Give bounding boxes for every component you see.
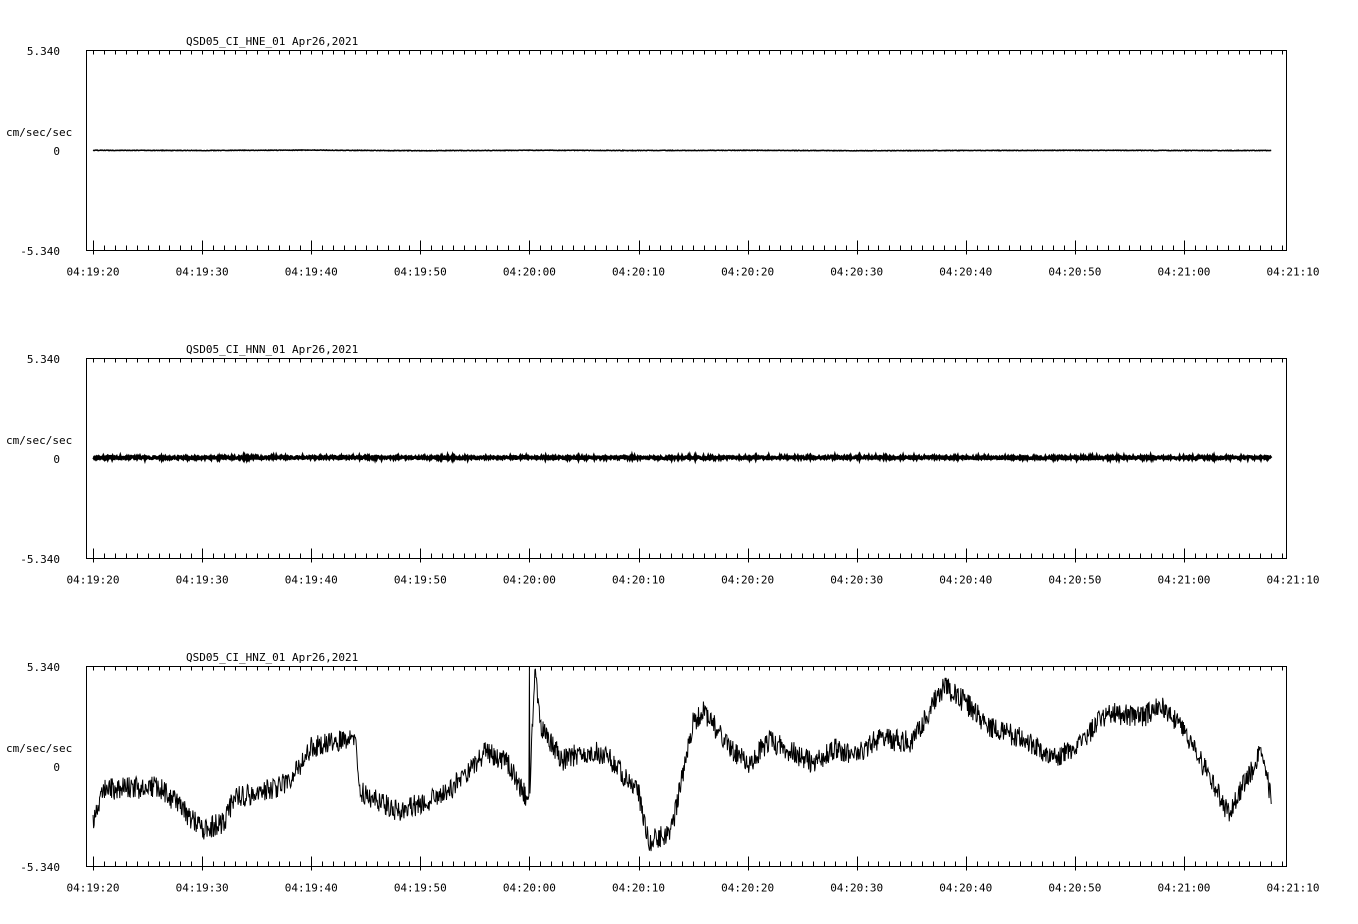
x-tick-label: 04:19:50 [393, 573, 447, 587]
x-tick-label: 04:19:50 [393, 881, 447, 895]
y-tick-label-zero: 0 [53, 453, 60, 466]
trace-series [93, 456, 1271, 459]
x-tick-label: 04:20:50 [1048, 881, 1102, 895]
x-tick-label: 04:20:50 [1048, 265, 1102, 279]
x-tick-label: 04:21:00 [1157, 881, 1211, 895]
trace-line [93, 456, 1271, 459]
x-tick-label: 04:19:20 [66, 573, 120, 587]
x-tick-label: 04:19:40 [284, 881, 338, 895]
x-tick-label: 04:20:30 [830, 265, 884, 279]
x-tick-label: 04:20:00 [502, 265, 556, 279]
x-tick-label: 04:20:20 [721, 573, 775, 587]
x-tick-label: 04:20:10 [612, 573, 665, 587]
x-tick-label: 04:19:40 [284, 265, 338, 279]
panel-title: QSD05_CI_HNZ_01 Apr26,2021 [186, 651, 359, 664]
y-tick-label-max: 5.340 [26, 353, 60, 366]
y-tick-label-min: -5.340 [20, 245, 60, 258]
x-tick-label: 04:19:30 [175, 265, 229, 279]
panel-title: QSD05_CI_HNN_01 Apr26,2021 [186, 343, 359, 356]
x-tick-label: 04:19:50 [393, 265, 447, 279]
x-tick-label: 04:21:10 [1266, 573, 1320, 587]
x-tick-label: 04:20:10 [612, 881, 665, 895]
y-tick-label-max: 5.340 [26, 45, 60, 58]
panel-title: QSD05_CI_HNE_01 Apr26,2021 [186, 35, 359, 48]
x-tick-label: 04:19:20 [66, 265, 120, 279]
x-axis-tick-labels [67, 266, 1320, 279]
x-tick-label: 04:20:40 [939, 881, 993, 895]
x-axis-ticks [94, 667, 1283, 871]
trace-series [93, 667, 1271, 851]
y-axis-label: cm/sec/sec [6, 434, 73, 447]
x-tick-label: 04:19:30 [175, 573, 229, 587]
x-axis-ticks [94, 51, 1283, 255]
x-tick-label: 04:19:40 [284, 573, 338, 587]
y-tick-label-min: -5.340 [20, 861, 60, 874]
panel-hne [6, 35, 1320, 279]
x-tick-label: 04:20:50 [1048, 573, 1102, 587]
y-tick-label-zero: 0 [53, 145, 60, 158]
x-tick-label: 04:20:10 [612, 265, 665, 279]
panel-hnn [6, 343, 1320, 587]
trace-line [93, 667, 1271, 851]
y-tick-label-zero: 0 [53, 761, 60, 774]
x-tick-label: 04:20:40 [939, 573, 993, 587]
y-tick-label-min: -5.340 [20, 553, 60, 566]
x-tick-label: 04:21:00 [1157, 573, 1211, 587]
x-tick-label: 04:21:10 [1266, 881, 1320, 895]
trace-line [93, 150, 1271, 151]
x-tick-label: 04:20:00 [502, 881, 556, 895]
x-axis-tick-labels [67, 574, 1320, 587]
x-tick-label: 04:19:20 [66, 881, 120, 895]
x-tick-label: 04:20:20 [721, 265, 775, 279]
plot-frame [87, 667, 1287, 867]
x-tick-label: 04:20:30 [830, 573, 884, 587]
x-tick-label: 04:20:30 [830, 881, 884, 895]
x-tick-label: 04:20:00 [502, 573, 556, 587]
y-tick-label-max: 5.340 [26, 661, 60, 674]
x-axis-tick-labels [67, 882, 1320, 895]
x-tick-label: 04:20:20 [721, 881, 775, 895]
panel-hnz [6, 651, 1320, 895]
y-axis-label: cm/sec/sec [6, 126, 73, 139]
x-tick-label: 04:20:40 [939, 265, 993, 279]
trace-series [93, 150, 1271, 151]
x-tick-label: 04:21:00 [1157, 265, 1211, 279]
y-axis-label: cm/sec/sec [6, 742, 73, 755]
x-tick-label: 04:21:10 [1266, 265, 1320, 279]
x-tick-label: 04:19:30 [175, 881, 229, 895]
